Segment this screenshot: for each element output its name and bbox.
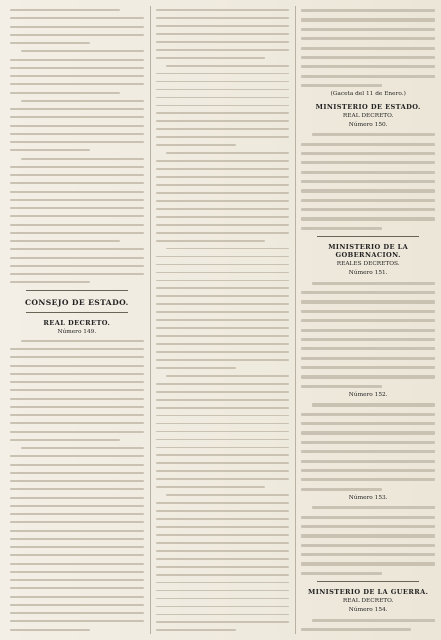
text-line	[301, 84, 381, 87]
column-3	[295, 6, 435, 634]
text-line	[301, 47, 435, 50]
text-line	[10, 174, 144, 176]
text-line	[156, 383, 290, 385]
text-line	[21, 100, 144, 102]
text-line	[156, 614, 290, 616]
text-line	[156, 208, 290, 210]
text-line	[156, 367, 236, 369]
text-line	[156, 280, 290, 282]
text-line	[156, 542, 290, 544]
text-line	[301, 310, 435, 313]
text-line	[156, 319, 290, 321]
text-line	[10, 17, 144, 19]
text-line	[301, 9, 435, 12]
text-line	[10, 42, 90, 44]
text-line	[301, 291, 435, 294]
text-line	[156, 200, 290, 202]
text-line	[156, 454, 290, 456]
text-line	[156, 534, 290, 536]
text-line	[156, 598, 290, 600]
text-line	[10, 422, 144, 424]
text-line	[156, 359, 290, 361]
text-line	[10, 26, 144, 28]
text-line	[10, 596, 144, 598]
text-line	[156, 120, 290, 122]
decree-number: Número 154.	[348, 607, 388, 614]
text-line	[301, 375, 435, 378]
divider-rule	[26, 290, 128, 291]
text-line	[10, 182, 144, 184]
text-line	[156, 41, 290, 43]
text-line	[156, 526, 290, 528]
text-line	[10, 215, 144, 217]
text-line	[21, 447, 144, 449]
ministry-heading: MINISTERIO DE LA GOBERNACION.	[328, 243, 409, 260]
text-line	[10, 538, 144, 540]
text-line	[10, 9, 120, 11]
divider-rule	[317, 581, 419, 582]
text-line	[10, 166, 144, 168]
text-line	[10, 431, 144, 433]
text-line	[156, 470, 290, 472]
text-line	[301, 65, 435, 68]
decree-number: Número 152.	[348, 391, 388, 398]
text-line	[156, 566, 290, 568]
text-line	[10, 373, 144, 375]
divider-rule	[317, 236, 419, 237]
text-line	[156, 81, 290, 83]
text-line	[10, 439, 120, 441]
text-line	[301, 478, 435, 481]
text-line	[10, 472, 144, 474]
text-line	[156, 629, 236, 631]
text-line	[166, 65, 289, 67]
text-line	[301, 37, 435, 40]
text-line	[301, 441, 435, 444]
text-line	[156, 447, 290, 449]
text-line	[10, 497, 144, 499]
text-line	[156, 510, 290, 512]
text-line	[156, 192, 290, 194]
text-line	[156, 73, 290, 75]
text-line	[156, 621, 290, 623]
text-line	[166, 494, 289, 496]
text-line	[10, 398, 144, 400]
text-line	[156, 415, 290, 417]
text-line	[10, 116, 144, 118]
text-line	[156, 518, 290, 520]
text-line	[10, 464, 144, 466]
text-line	[10, 92, 120, 94]
decree-heading: REAL DECRETO.	[342, 112, 394, 119]
text-line	[10, 587, 144, 589]
text-line	[156, 25, 290, 27]
text-line	[10, 257, 144, 259]
text-line	[301, 460, 435, 463]
text-line	[10, 224, 144, 226]
text-line	[301, 366, 435, 369]
text-line	[156, 550, 290, 552]
text-line	[156, 144, 236, 146]
text-line	[10, 248, 144, 250]
text-line	[156, 160, 290, 162]
text-line	[21, 50, 144, 52]
text-line	[156, 391, 290, 393]
text-line	[156, 105, 290, 107]
text-line	[10, 149, 90, 151]
text-line	[10, 365, 144, 367]
text-line	[301, 171, 435, 174]
text-line	[156, 335, 290, 337]
text-line	[301, 544, 435, 547]
text-line	[301, 534, 435, 537]
text-line	[156, 176, 290, 178]
text-line	[156, 574, 290, 576]
text-line	[301, 562, 435, 565]
text-line	[166, 152, 289, 154]
text-line	[10, 521, 144, 523]
text-line	[10, 281, 90, 283]
text-line	[301, 450, 435, 453]
text-line	[10, 273, 144, 275]
decree-number: Número 151.	[348, 270, 388, 277]
text-line	[10, 67, 144, 69]
text-line	[10, 191, 144, 193]
column-2	[150, 6, 290, 634]
text-line	[301, 75, 435, 78]
text-line	[10, 207, 144, 209]
text-line	[156, 287, 290, 289]
text-line	[156, 311, 290, 313]
text-line	[156, 264, 290, 266]
text-line	[156, 343, 290, 345]
text-line	[156, 486, 266, 488]
text-line	[156, 17, 290, 19]
text-line	[10, 579, 144, 581]
text-line	[301, 56, 435, 59]
text-line	[10, 356, 144, 358]
text-line	[10, 513, 144, 515]
text-line	[301, 319, 435, 322]
text-line	[156, 303, 290, 305]
ministry-heading: MINISTERIO DE ESTADO.	[315, 102, 421, 111]
text-line	[301, 385, 381, 388]
text-line	[156, 502, 290, 504]
text-line	[10, 620, 144, 622]
text-line	[301, 199, 435, 202]
text-line	[312, 133, 435, 136]
text-line	[312, 403, 435, 406]
text-line	[10, 563, 144, 565]
text-line	[10, 389, 144, 391]
text-line	[156, 216, 290, 218]
text-line	[21, 340, 144, 342]
text-line	[156, 136, 290, 138]
text-line	[10, 75, 144, 77]
decree-number: Número 149.	[57, 328, 97, 335]
text-line	[156, 295, 290, 297]
text-line	[10, 348, 144, 350]
text-line	[301, 628, 411, 631]
text-line	[301, 357, 435, 360]
text-line	[10, 381, 144, 383]
decree-number: Número 153.	[348, 494, 388, 501]
text-line	[301, 413, 435, 416]
text-line	[21, 158, 144, 160]
text-line	[10, 141, 144, 143]
decree-heading: REALES DECRETOS.	[336, 261, 400, 268]
text-line	[156, 128, 290, 130]
text-line	[301, 338, 435, 341]
text-line	[156, 407, 290, 409]
text-line	[312, 282, 435, 285]
section-subtitle: REAL DECRETO.	[43, 318, 111, 327]
text-line	[10, 488, 144, 490]
text-line	[301, 347, 435, 350]
text-line	[10, 546, 144, 548]
text-line	[156, 439, 290, 441]
text-line	[301, 469, 435, 472]
text-line	[10, 125, 144, 127]
text-line	[10, 83, 144, 85]
decree-heading: REAL DECRETO.	[342, 598, 394, 605]
text-line	[10, 629, 90, 631]
text-line	[10, 108, 144, 110]
text-line	[301, 189, 435, 192]
text-line	[156, 89, 290, 91]
text-line	[156, 33, 290, 35]
text-line	[166, 375, 289, 377]
text-line	[156, 168, 290, 170]
ministry-heading: MINISTERIO DE LA GUERRA.	[308, 588, 429, 597]
text-line	[10, 199, 144, 201]
text-line	[301, 488, 381, 491]
text-line	[301, 161, 435, 164]
text-line	[156, 431, 290, 433]
text-line	[301, 227, 381, 230]
text-line	[301, 143, 435, 146]
text-line	[156, 184, 290, 186]
text-line	[10, 59, 144, 61]
text-line	[301, 431, 435, 434]
text-line	[10, 505, 144, 507]
text-line	[301, 180, 435, 183]
text-line	[301, 217, 435, 220]
text-line	[156, 256, 290, 258]
column-1	[10, 6, 144, 634]
text-line	[156, 351, 290, 353]
text-line	[301, 422, 435, 425]
text-line	[301, 553, 435, 556]
text-line	[10, 414, 144, 416]
text-line	[301, 152, 435, 155]
text-line	[156, 399, 290, 401]
text-line	[301, 329, 435, 332]
text-line	[10, 406, 144, 408]
text-line	[312, 506, 435, 509]
text-line	[10, 554, 144, 556]
text-line	[10, 265, 144, 267]
section-title: CONSEJO DE ESTADO.	[24, 297, 129, 307]
text-line	[10, 571, 144, 573]
text-line	[156, 49, 290, 51]
text-line	[156, 9, 290, 11]
divider-rule	[26, 312, 128, 313]
text-line	[301, 28, 435, 31]
text-line	[156, 590, 290, 592]
text-line	[156, 478, 290, 480]
text-line	[156, 582, 290, 584]
text-line	[156, 272, 290, 274]
text-line	[301, 208, 435, 211]
text-line	[166, 248, 289, 250]
text-line	[156, 224, 290, 226]
text-line	[156, 327, 290, 329]
text-line	[10, 480, 144, 482]
text-line	[10, 133, 144, 135]
text-line	[156, 112, 290, 114]
text-line	[312, 619, 435, 622]
text-line	[301, 525, 435, 528]
text-line	[10, 530, 144, 532]
text-line	[10, 604, 144, 606]
decree-number: Número 150.	[348, 121, 388, 128]
text-line	[156, 558, 290, 560]
text-line	[10, 612, 144, 614]
text-line	[156, 240, 266, 242]
text-line	[156, 57, 266, 59]
text-line	[10, 232, 144, 234]
text-line	[301, 300, 435, 303]
gazette-date: (Gaceta del 11 de Enero.)	[330, 91, 406, 98]
text-line	[156, 462, 290, 464]
text-line	[10, 455, 144, 457]
text-line	[301, 572, 381, 575]
text-line	[10, 240, 120, 242]
text-line	[156, 606, 290, 608]
text-line	[156, 97, 290, 99]
text-line	[301, 516, 435, 519]
text-line	[10, 34, 144, 36]
text-line	[301, 18, 435, 21]
text-line	[156, 423, 290, 425]
text-line	[156, 232, 290, 234]
